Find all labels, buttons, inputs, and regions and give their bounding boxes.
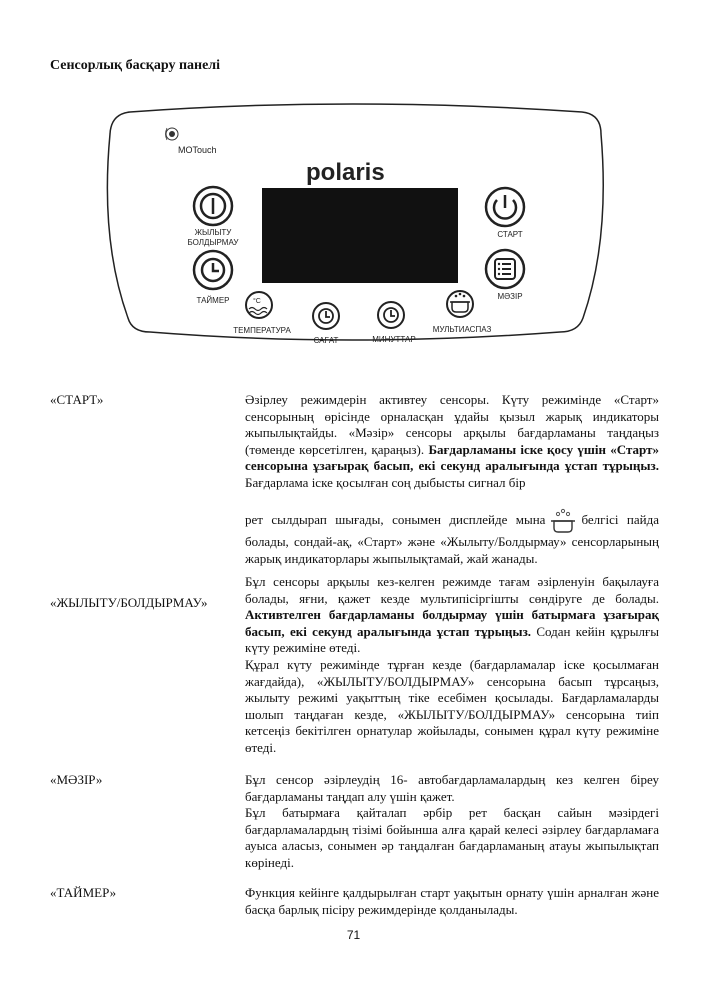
desc-start-cont — [245, 508, 659, 567]
brand-logo: polaris — [306, 159, 385, 186]
minutes-label: МИНУТТАР — [372, 335, 416, 344]
temperature-label: ТЕМПЕРАТУРА — [233, 326, 291, 335]
desc-menu-p2: Бұл батырмаға қайталап әрбір рет басқан сайын мәзірдегі бағдарламалардың тізімі бойынша алға қарай келесі әзірлеу бағдарламаға ауыса аласыз, сонымен әр таңдалған бағдарламаның атауы жыпылықтап көрінеді. — [245, 805, 659, 870]
desc-keepwarm — [245, 574, 659, 757]
keepwarm-label-2: БОЛДЫРМАУ — [187, 238, 239, 247]
term-timer: «ТАЙМЕР» — [50, 885, 117, 900]
logo-text: MOTouch — [178, 145, 217, 155]
svg-text:°C: °C — [253, 298, 261, 305]
multicook-button — [447, 291, 473, 317]
start-label: СТАРТ — [497, 230, 523, 239]
control-panel-illustration — [0, 0, 707, 370]
term-menu: «МӘЗІР» — [50, 772, 103, 787]
timer-label: ТАЙМЕР — [196, 296, 230, 305]
desc-keepwarm-p1: Бұл сенсоры арқылы кез-келген режимде тағам әзірленуін бақылауға болады, яғни, қажет кезде мультипісіргішты сөндіруге де болады. Активтелген бағдарламаны болдырмау үшін батырмаға ұзағырақ басып, екі секунд аралығында ұстап тұрыңыз. Содан кейін құрылғы күту режиміне өтеді. — [245, 574, 660, 656]
term-start: «СТАРТ» — [50, 392, 104, 407]
keepwarm-cancel-button — [194, 187, 232, 225]
desc-keepwarm-p2: Құрал күту режимінде тұрған кезде (бағдарламалар іске қосылмаған жағдайда), «ЖЫЛЫТУ/БОЛДЫРМАУ» сенсорына басып тұрсаңыз, жылыту режимі уақыттың тіке есебімен қосылады. Бағдарламаларды шолып таңдаған кезде, «ЖЫЛЫТУ/БОЛДЫРМАУ» сенсорына тиіп кетсеңіз бекітілген орнатулар жойылады, сонымен құрал күту режиміне өтеді. — [245, 656, 659, 755]
term-keepwarm: «ЖЫЛЫТУ/БОЛДЫРМАУ» — [50, 595, 208, 610]
desc-timer — [245, 885, 659, 918]
cooking-pot-icon — [549, 508, 577, 534]
timer-button — [194, 251, 232, 289]
desc-start-p1: Әзірлеу режимдерін активтеу сенсоры. Күту режимінде «Старт» сенсорының өрісінде орналасқан ұдайы қызыл жарық индикаторы жыпылықтайды. «Мәзір» сенсоры арқылы бағдарламаны таңдаңыз (төменде көрсетілген, қараңыз). Бағдарламаны іске қосу үшін «Старт» сенсорына ұзағырақ басып, екі секунд аралығында ұстап тұрыңыз. Бағдарлама іске қосылған соң дыбысты сигнал бір — [245, 392, 659, 490]
desc-timer-p1: Функция кейінге қалдырылған старт уақытын орнату үшін арналған және басқа барлық пісіру режимдерінде қолданылады. — [245, 885, 659, 917]
display-screen — [262, 188, 458, 283]
start-button — [486, 188, 524, 226]
desc-menu — [245, 772, 659, 872]
multicook-label: МУЛЬТИАСПАЗ — [432, 325, 492, 334]
menu-button — [486, 250, 524, 288]
desc-start-p2: рет сылдырап шығады, сонымен дисплейде мына белгісі пайда болады, сондай-ақ, «Старт» және «Жылыту/Болдырмау» сенсорларының жарық индикаторлары жыпылықтамай, жай жанады. — [245, 508, 659, 567]
menu-label: МӘЗІР — [497, 292, 523, 301]
temperature-button — [246, 292, 272, 318]
hour-label: САҒАТ — [313, 336, 339, 345]
desc-start — [245, 392, 659, 492]
section-heading: Сенсорлық басқару панелі — [50, 58, 221, 73]
hour-button — [313, 303, 339, 329]
page-number: 71 — [346, 928, 361, 942]
keepwarm-label-1: ЖЫЛЫТУ — [194, 228, 232, 237]
desc-menu-p1: Бұл сенсор әзірлеудің 16- автобағдарламалардың кез келген біреу бағдарламаны таңдап алу үшін қажет. — [245, 772, 659, 804]
minutes-button — [378, 302, 404, 328]
